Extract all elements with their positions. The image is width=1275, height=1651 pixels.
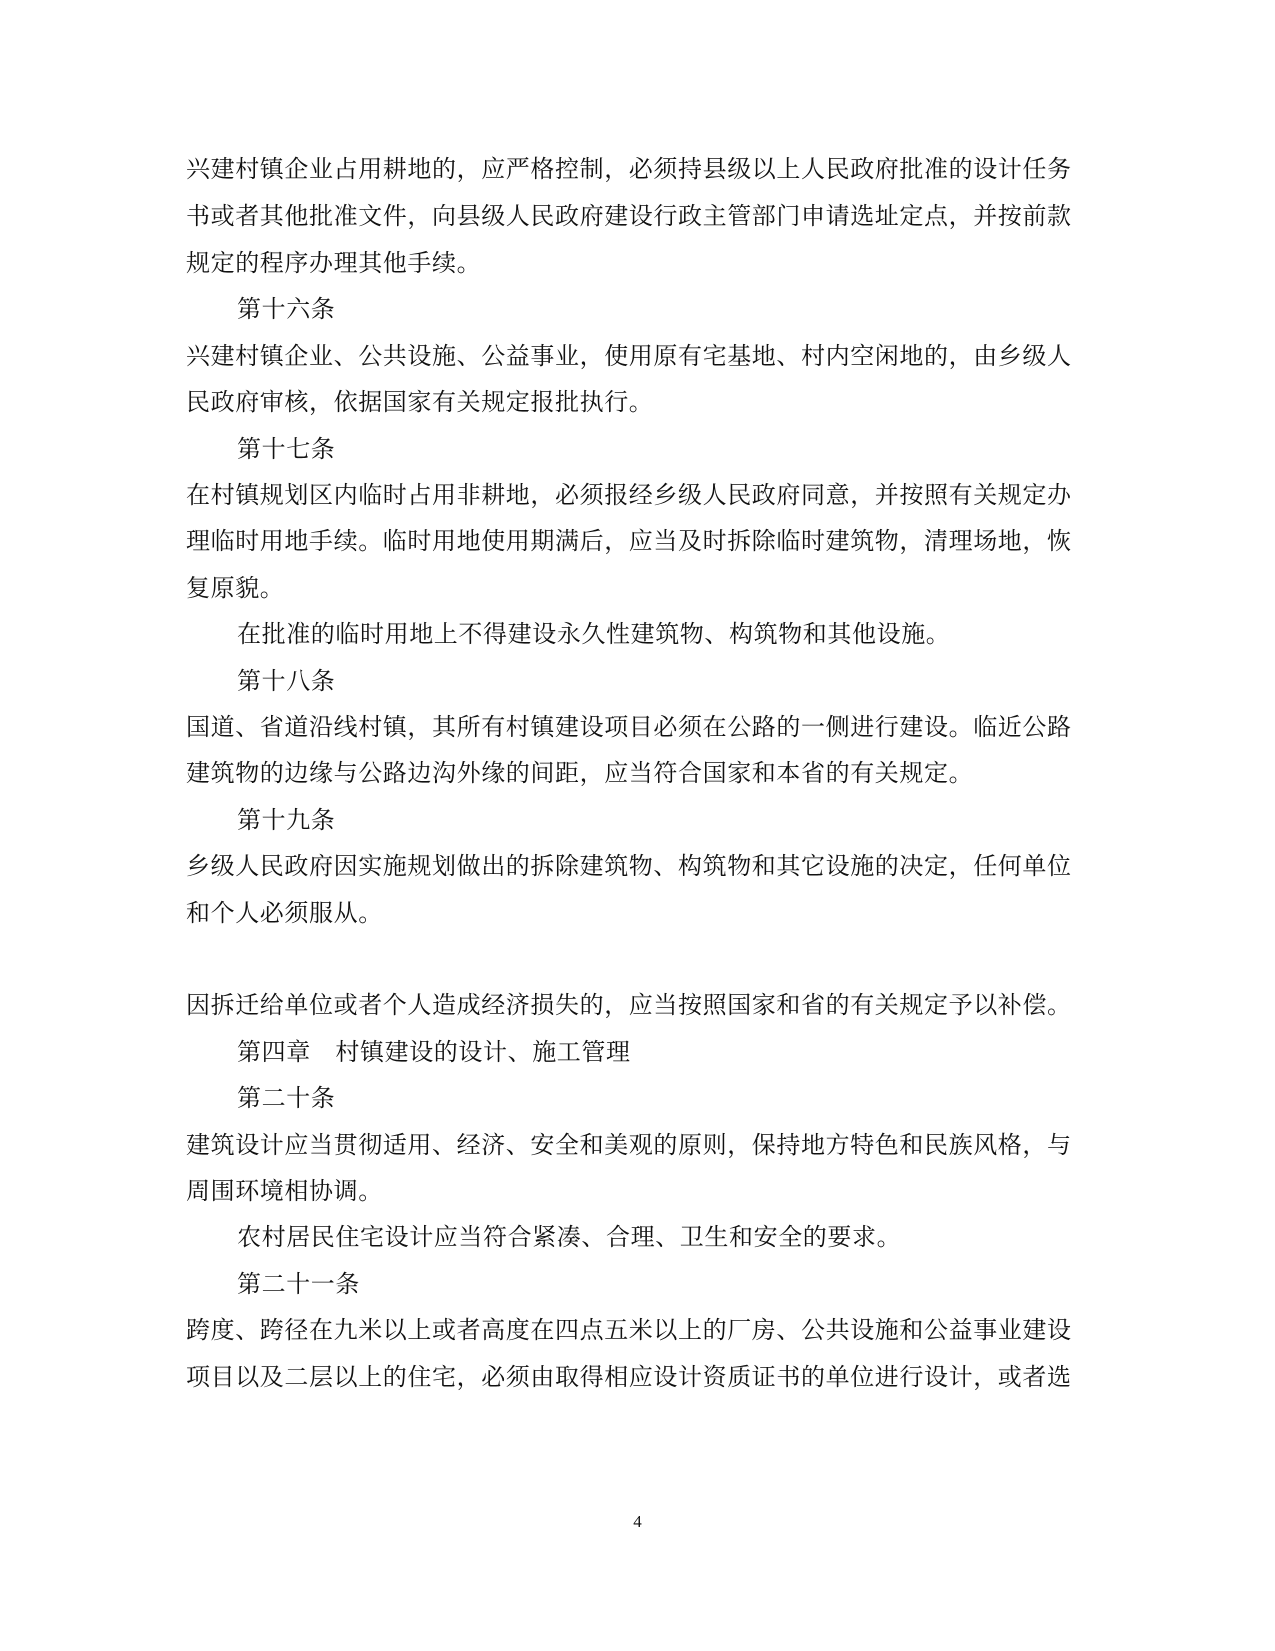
article-heading: 第二十一条 — [237, 1270, 360, 1298]
text-line: 兴建村镇企业、公共设施、公益事业，使用原有宅基地、村内空闲地的，由乡级人 — [186, 342, 1072, 370]
text-line: 理临时用地手续。临时用地使用期满后，应当及时拆除临时建筑物，清理场地，恢 — [186, 527, 1072, 555]
text-line: 规定的程序办理其他手续。 — [186, 249, 482, 277]
text-line: 建筑物的边缘与公路边沟外缘的间距，应当符合国家和本省的有关规定。 — [186, 759, 974, 787]
text-line: 国道、省道沿线村镇，其所有村镇建设项目必须在公路的一侧进行建设。临近公路 — [186, 713, 1072, 741]
text-line: 农村居民住宅设计应当符合紧凑、合理、卫生和安全的要求。 — [237, 1223, 902, 1251]
text-line: 在批准的临时用地上不得建设永久性建筑物、构筑物和其他设施。 — [237, 620, 951, 648]
article-heading: 第二十条 — [237, 1084, 336, 1112]
text-line: 在村镇规划区内临时占用非耕地，必须报经乡级人民政府同意，并按照有关规定办 — [186, 481, 1072, 509]
text-line: 建筑设计应当贯彻适用、经济、安全和美观的原则，保持地方特色和民族风格，与 — [186, 1131, 1072, 1159]
text-line: 周围环境相协调。 — [186, 1177, 383, 1205]
text-line: 民政府审核，依据国家有关规定报批执行。 — [186, 388, 654, 416]
article-heading: 第十七条 — [237, 435, 336, 463]
text-line: 和个人必须服从。 — [186, 899, 383, 927]
page-number: 4 — [633, 1512, 642, 1531]
text-line: 因拆迁给单位或者个人造成经济损失的，应当按照国家和省的有关规定予以补偿。 — [186, 991, 1072, 1019]
text-line: 兴建村镇企业占用耕地的，应严格控制，必须持县级以上人民政府批准的设计任务 — [186, 155, 1072, 183]
text-line: 项目以及二层以上的住宅，必须由取得相应设计资质证书的单位进行设计，或者选 — [186, 1363, 1072, 1391]
article-heading: 第十六条 — [237, 295, 336, 323]
text-line: 复原貌。 — [186, 574, 285, 602]
text-line: 书或者其他批准文件，向县级人民政府建设行政主管部门申请选址定点，并按前款 — [186, 202, 1072, 230]
text-line: 乡级人民政府因实施规划做出的拆除建筑物、构筑物和其它设施的决定，任何单位 — [186, 852, 1072, 880]
text-line: 跨度、跨径在九米以上或者高度在四点五米以上的厂房、公共设施和公益事业建设 — [186, 1316, 1072, 1344]
chapter-heading: 第四章 村镇建设的设计、施工管理 — [237, 1038, 631, 1066]
article-heading: 第十八条 — [237, 667, 336, 695]
article-heading: 第十九条 — [237, 806, 336, 834]
